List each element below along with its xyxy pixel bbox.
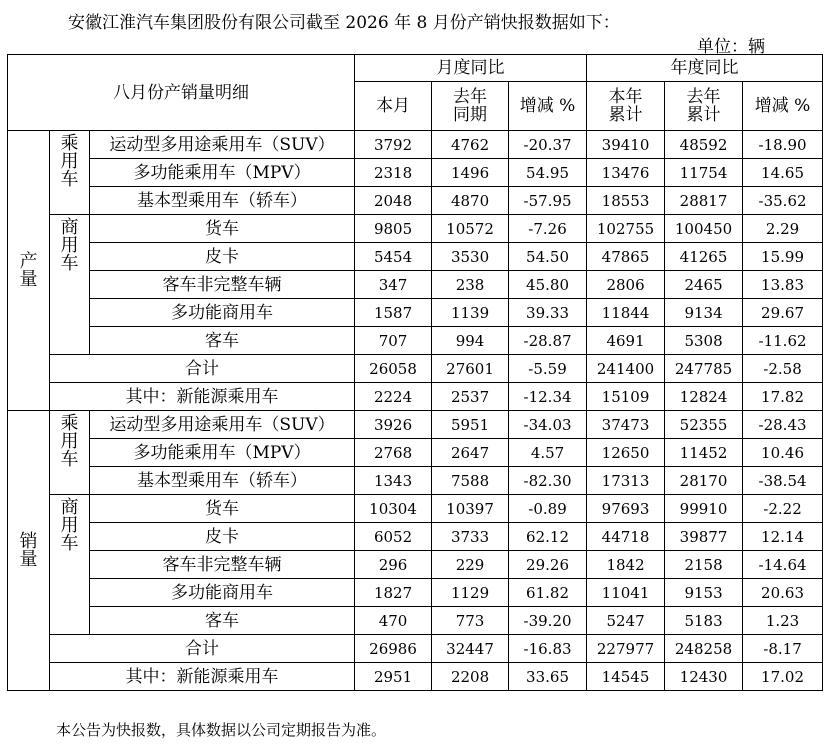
row-label: 客车 [90, 327, 355, 355]
nev-row [8, 663, 823, 691]
cell-yearly-change: 10.46 [743, 439, 823, 467]
cell-yearly-change: -11.62 [743, 327, 823, 355]
table-row [8, 411, 823, 439]
cell-yearly-change: -2.58 [743, 355, 823, 383]
cell-last-year-month: 1496 [432, 159, 509, 187]
cell-current-month: 707 [355, 327, 432, 355]
cell-last-year-month: 7588 [432, 467, 509, 495]
cell-current-month: 2318 [355, 159, 432, 187]
row-label: 多功能商用车 [90, 299, 355, 327]
group-label-text: 商用车 [60, 497, 79, 554]
cell-current-month: 2768 [355, 439, 432, 467]
monthly-header: 月度同比 [355, 55, 587, 82]
section-label [8, 131, 50, 411]
table-row [8, 159, 823, 187]
section-label-text: 产量 [19, 250, 38, 290]
cell-last-year-month: 2647 [432, 439, 509, 467]
cell-last-year-month: 994 [432, 327, 509, 355]
total-row [8, 355, 823, 383]
cell-last-ytd: 28817 [665, 187, 743, 215]
cell-monthly-change: -57.95 [509, 187, 587, 215]
detail-header: 八月份产销量明细 [8, 55, 355, 131]
cell-yearly-change: 2.29 [743, 215, 823, 243]
row-label: 基本型乘用车（轿车） [90, 467, 355, 495]
cell-ytd: 15109 [587, 383, 665, 411]
cell-yearly-change: -2.22 [743, 495, 823, 523]
cell-monthly-change: 39.33 [509, 299, 587, 327]
cell-ytd: 37473 [587, 411, 665, 439]
row-label: 客车 [90, 607, 355, 635]
col-header-text: 本年累计 [608, 87, 643, 125]
cell-current-month: 1343 [355, 467, 432, 495]
cell-last-year-month: 32447 [432, 635, 509, 663]
cell-ytd: 11844 [587, 299, 665, 327]
cell-last-year-month: 5951 [432, 411, 509, 439]
table-row [8, 243, 823, 271]
cell-last-year-month: 229 [432, 551, 509, 579]
group-label [50, 215, 90, 355]
cell-last-ytd: 99910 [665, 495, 743, 523]
table-row [8, 299, 823, 327]
table-row [8, 607, 823, 635]
nev-label: 其中：新能源乘用车 [50, 663, 355, 691]
cell-last-year-month: 4762 [432, 131, 509, 159]
col-header-yearly-change: 增减 % [743, 82, 823, 131]
cell-last-ytd: 5308 [665, 327, 743, 355]
cell-ytd: 44718 [587, 523, 665, 551]
cell-last-year-month: 3530 [432, 243, 509, 271]
cell-ytd: 2806 [587, 271, 665, 299]
cell-ytd: 14545 [587, 663, 665, 691]
col-header-text: 去年同期 [453, 87, 488, 125]
cell-last-ytd: 247785 [665, 355, 743, 383]
row-label: 客车非完整车辆 [90, 551, 355, 579]
table-row [8, 439, 823, 467]
cell-monthly-change: 45.80 [509, 271, 587, 299]
nev-row [8, 383, 823, 411]
cell-last-ytd: 41265 [665, 243, 743, 271]
cell-monthly-change: 4.57 [509, 439, 587, 467]
cell-current-month: 347 [355, 271, 432, 299]
table-row [8, 523, 823, 551]
cell-yearly-change: 1.23 [743, 607, 823, 635]
cell-monthly-change: -28.87 [509, 327, 587, 355]
cell-ytd: 12650 [587, 439, 665, 467]
col-header-last-year-month [432, 82, 509, 131]
cell-ytd: 1842 [587, 551, 665, 579]
row-label: 基本型乘用车（轿车） [90, 187, 355, 215]
cell-current-month: 5454 [355, 243, 432, 271]
cell-monthly-change: -12.34 [509, 383, 587, 411]
cell-yearly-change: -18.90 [743, 131, 823, 159]
cell-ytd: 13476 [587, 159, 665, 187]
cell-last-year-month: 1139 [432, 299, 509, 327]
cell-last-ytd: 12824 [665, 383, 743, 411]
row-label: 运动型多用途乘用车（SUV） [90, 411, 355, 439]
cell-monthly-change: 54.50 [509, 243, 587, 271]
section-label [8, 411, 50, 691]
cell-yearly-change: -28.43 [743, 411, 823, 439]
cell-monthly-change: -7.26 [509, 215, 587, 243]
cell-current-month: 1587 [355, 299, 432, 327]
cell-current-month: 6052 [355, 523, 432, 551]
group-label [50, 411, 90, 495]
cell-monthly-change: 33.65 [509, 663, 587, 691]
cell-current-month: 10304 [355, 495, 432, 523]
group-label [50, 495, 90, 635]
cell-last-year-month: 2537 [432, 383, 509, 411]
row-label: 货车 [90, 495, 355, 523]
table-row [8, 551, 823, 579]
footnote: 本公告为快报数，具体数据以公司定期报告为准。 [56, 721, 387, 739]
table-row [8, 495, 823, 523]
cell-yearly-change: -8.17 [743, 635, 823, 663]
cell-monthly-change: -0.89 [509, 495, 587, 523]
cell-current-month: 9805 [355, 215, 432, 243]
total-label: 合计 [50, 635, 355, 663]
cell-yearly-change: 12.14 [743, 523, 823, 551]
group-label-text: 乘用车 [60, 413, 79, 470]
row-label: 运动型多用途乘用车（SUV） [90, 131, 355, 159]
cell-last-year-month: 10572 [432, 215, 509, 243]
production-sales-table [7, 54, 823, 691]
cell-current-month: 3792 [355, 131, 432, 159]
cell-yearly-change: -14.64 [743, 551, 823, 579]
table-row [8, 467, 823, 495]
cell-current-month: 26058 [355, 355, 432, 383]
cell-yearly-change: 15.99 [743, 243, 823, 271]
cell-ytd: 39410 [587, 131, 665, 159]
cell-monthly-change: -82.30 [509, 467, 587, 495]
group-label-text: 乘用车 [60, 133, 79, 190]
cell-yearly-change: 17.82 [743, 383, 823, 411]
cell-yearly-change: 20.63 [743, 579, 823, 607]
cell-monthly-change: -20.37 [509, 131, 587, 159]
cell-ytd: 227977 [587, 635, 665, 663]
total-row [8, 635, 823, 663]
unit-label: 单位：辆 [697, 37, 765, 57]
cell-last-ytd: 9153 [665, 579, 743, 607]
table-row [8, 271, 823, 299]
cell-ytd: 4691 [587, 327, 665, 355]
col-header-ytd [587, 82, 665, 131]
cell-current-month: 2048 [355, 187, 432, 215]
cell-ytd: 97693 [587, 495, 665, 523]
cell-current-month: 3926 [355, 411, 432, 439]
cell-last-ytd: 11754 [665, 159, 743, 187]
cell-yearly-change: 14.65 [743, 159, 823, 187]
cell-ytd: 17313 [587, 467, 665, 495]
cell-last-ytd: 5183 [665, 607, 743, 635]
row-label: 货车 [90, 215, 355, 243]
cell-last-year-month: 773 [432, 607, 509, 635]
cell-last-ytd: 11452 [665, 439, 743, 467]
col-header-monthly-change: 增减 % [509, 82, 587, 131]
cell-ytd: 11041 [587, 579, 665, 607]
cell-yearly-change: -38.54 [743, 467, 823, 495]
cell-last-year-month: 1129 [432, 579, 509, 607]
cell-monthly-change: -5.59 [509, 355, 587, 383]
table-row [8, 131, 823, 159]
cell-last-ytd: 48592 [665, 131, 743, 159]
yearly-header: 年度同比 [587, 55, 823, 82]
cell-current-month: 1827 [355, 579, 432, 607]
group-label-text: 商用车 [60, 217, 79, 274]
col-header-current-month: 本月 [355, 82, 432, 131]
row-label: 多功能乘用车（MPV） [90, 439, 355, 467]
col-header-text: 去年累计 [686, 87, 721, 125]
cell-ytd: 102755 [587, 215, 665, 243]
cell-last-year-month: 238 [432, 271, 509, 299]
cell-current-month: 2224 [355, 383, 432, 411]
cell-yearly-change: 17.02 [743, 663, 823, 691]
cell-yearly-change: -35.62 [743, 187, 823, 215]
table-row [8, 327, 823, 355]
cell-current-month: 2951 [355, 663, 432, 691]
cell-last-year-month: 3733 [432, 523, 509, 551]
nev-label: 其中：新能源乘用车 [50, 383, 355, 411]
table-row [8, 187, 823, 215]
cell-last-year-month: 27601 [432, 355, 509, 383]
cell-last-ytd: 12430 [665, 663, 743, 691]
cell-monthly-change: 62.12 [509, 523, 587, 551]
cell-yearly-change: 13.83 [743, 271, 823, 299]
cell-monthly-change: 29.26 [509, 551, 587, 579]
cell-last-ytd: 2158 [665, 551, 743, 579]
cell-ytd: 47865 [587, 243, 665, 271]
cell-ytd: 5247 [587, 607, 665, 635]
cell-last-ytd: 2465 [665, 271, 743, 299]
cell-last-ytd: 248258 [665, 635, 743, 663]
cell-monthly-change: -34.03 [509, 411, 587, 439]
cell-last-ytd: 52355 [665, 411, 743, 439]
row-label: 皮卡 [90, 243, 355, 271]
section-label-text: 销量 [19, 530, 38, 570]
cell-last-year-month: 2208 [432, 663, 509, 691]
cell-yearly-change: 29.67 [743, 299, 823, 327]
cell-monthly-change: 61.82 [509, 579, 587, 607]
cell-last-ytd: 39877 [665, 523, 743, 551]
cell-last-ytd: 9134 [665, 299, 743, 327]
cell-current-month: 296 [355, 551, 432, 579]
cell-current-month: 470 [355, 607, 432, 635]
cell-monthly-change: -16.83 [509, 635, 587, 663]
cell-last-year-month: 10397 [432, 495, 509, 523]
cell-ytd: 18553 [587, 187, 665, 215]
cell-monthly-change: -39.20 [509, 607, 587, 635]
cell-last-ytd: 100450 [665, 215, 743, 243]
cell-last-year-month: 4870 [432, 187, 509, 215]
group-label [50, 131, 90, 215]
table-row [8, 579, 823, 607]
row-label: 多功能乘用车（MPV） [90, 159, 355, 187]
cell-monthly-change: 54.95 [509, 159, 587, 187]
total-label: 合计 [50, 355, 355, 383]
cell-last-ytd: 28170 [665, 467, 743, 495]
cell-ytd: 241400 [587, 355, 665, 383]
row-label: 多功能商用车 [90, 579, 355, 607]
cell-current-month: 26986 [355, 635, 432, 663]
report-title: 安徽江淮汽车集团股份有限公司截至 2026 年 8 月份产销快报数据如下： [68, 13, 620, 33]
row-label: 皮卡 [90, 523, 355, 551]
col-header-last-ytd [665, 82, 743, 131]
row-label: 客车非完整车辆 [90, 271, 355, 299]
table-row [8, 215, 823, 243]
